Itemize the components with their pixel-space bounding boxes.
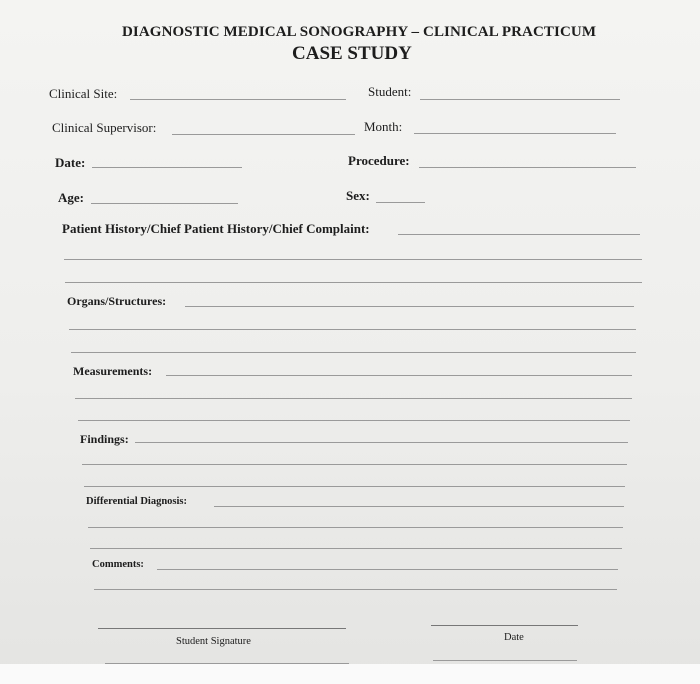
clinical-supervisor-label: Clinical Supervisor: bbox=[52, 120, 157, 135]
differential-field-2[interactable] bbox=[88, 527, 623, 528]
student-label: Student: bbox=[368, 84, 412, 99]
supervisor-date-line[interactable] bbox=[433, 660, 577, 661]
differential-label: Differential Diagnosis: bbox=[86, 496, 188, 507]
history-label: Patient History/Chief Patient History/Chief Complaint: bbox=[62, 221, 370, 236]
date-field[interactable] bbox=[92, 167, 242, 168]
clinical-supervisor-field[interactable] bbox=[172, 134, 355, 135]
organs-label: Organs/Structures: bbox=[67, 294, 167, 308]
sex-field[interactable] bbox=[376, 202, 425, 203]
student-signature-label: Student Signature bbox=[176, 636, 251, 647]
organs-field-3[interactable] bbox=[71, 352, 636, 353]
findings-field-1[interactable] bbox=[135, 442, 628, 443]
history-field-1[interactable] bbox=[398, 234, 640, 235]
month-field[interactable] bbox=[414, 133, 616, 134]
clinical-site-label: Clinical Site: bbox=[49, 86, 118, 101]
measurements-field-1[interactable] bbox=[166, 375, 632, 376]
differential-field-1[interactable] bbox=[214, 506, 624, 507]
procedure-label: Procedure: bbox=[348, 153, 410, 168]
measurements-field-2[interactable] bbox=[75, 398, 632, 399]
procedure-field[interactable] bbox=[419, 167, 636, 168]
measurements-field-3[interactable] bbox=[78, 420, 630, 421]
student-field[interactable] bbox=[420, 99, 620, 100]
organs-field-2[interactable] bbox=[69, 329, 636, 330]
comments-field-1[interactable] bbox=[157, 569, 618, 570]
date-signature-label: Date bbox=[504, 632, 524, 643]
history-field-3[interactable] bbox=[65, 282, 642, 283]
findings-label: Findings: bbox=[80, 432, 129, 446]
differential-field-3[interactable] bbox=[90, 548, 622, 549]
sex-label: Sex: bbox=[346, 188, 370, 203]
findings-field-2[interactable] bbox=[82, 464, 627, 465]
history-field-2[interactable] bbox=[64, 259, 642, 260]
program-title: DIAGNOSTIC MEDICAL SONOGRAPHY – CLINICAL PRACTICUM bbox=[122, 24, 597, 40]
findings-field-3[interactable] bbox=[84, 486, 625, 487]
age-field[interactable] bbox=[91, 203, 238, 204]
comments-field-2[interactable] bbox=[94, 589, 617, 590]
age-label: Age: bbox=[58, 190, 84, 205]
comments-label: Comments: bbox=[92, 559, 144, 570]
form-title: CASE STUDY bbox=[292, 43, 412, 64]
page-edge bbox=[0, 664, 700, 684]
date-label: Date: bbox=[55, 155, 86, 170]
month-label: Month: bbox=[364, 119, 403, 134]
organs-field-1[interactable] bbox=[185, 306, 634, 307]
supervisor-signature-line[interactable] bbox=[105, 663, 349, 664]
student-signature-line[interactable] bbox=[98, 628, 346, 629]
date-signature-line[interactable] bbox=[431, 625, 578, 626]
measurements-label: Measurements: bbox=[73, 364, 153, 378]
clinical-site-field[interactable] bbox=[130, 99, 346, 100]
